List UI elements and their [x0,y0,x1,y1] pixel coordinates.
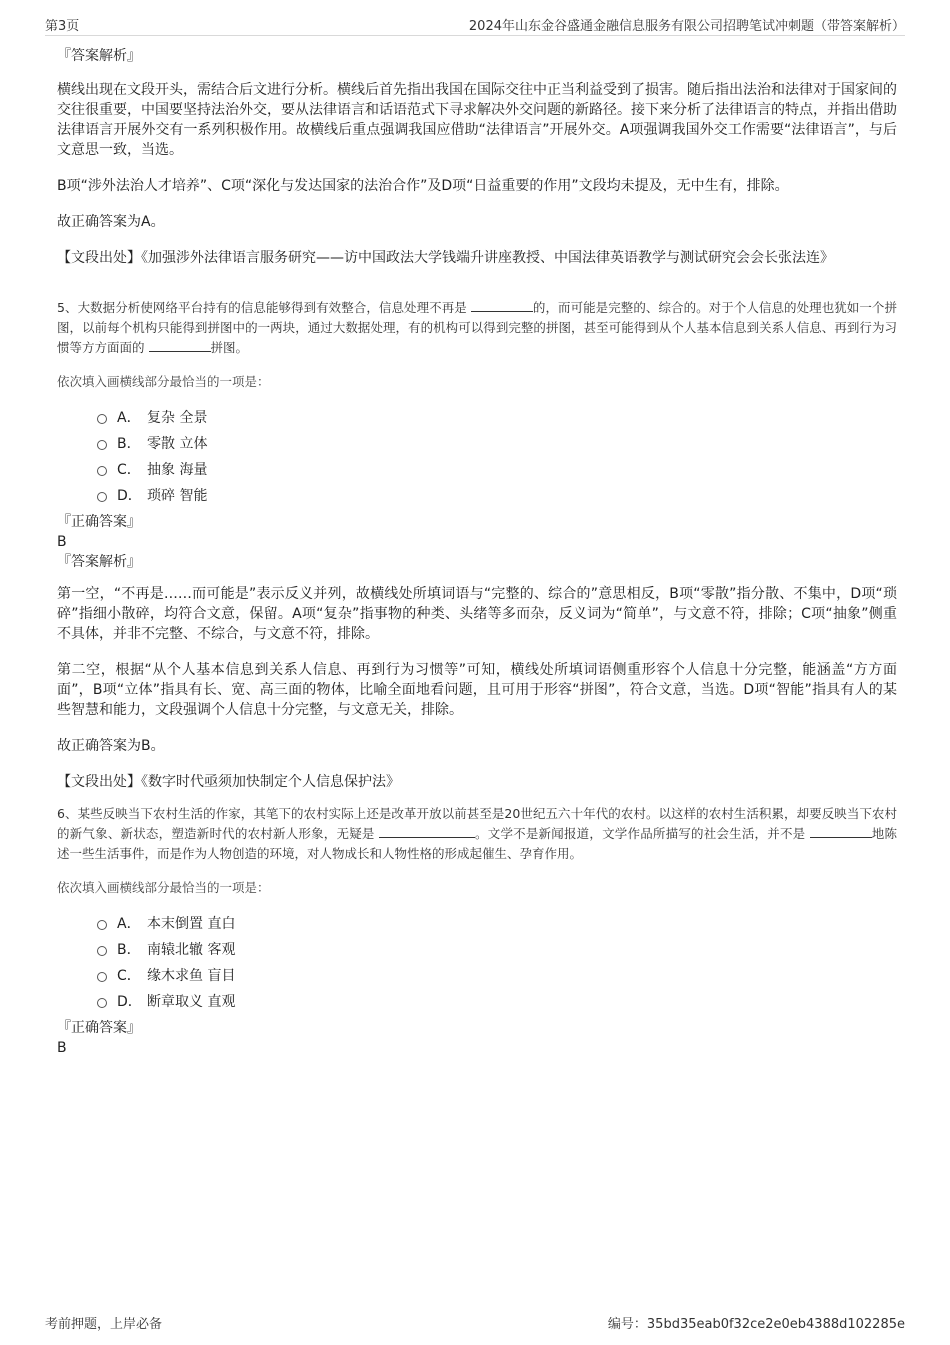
q6-stem [57,804,897,864]
q6-option-d[interactable] [57,988,897,1014]
option-text: 本末倒置 直白 [147,916,236,932]
q5-answer: B [57,534,67,550]
q5-analysis-paragraph-2: 第二空，根据“从个人基本信息到关系人信息、再到行为习惯等”可知，横线处所填词语侧重形容个人信息十分完整，能涵盖“方方面面”，B项“立体”指具有长、宽、高三面的物体，比喻全面地看问题，且可用于形容“拼图”，符合文意，当选。D项“智能”指具有人的某些智慧和能力，文段强调个人信息十分完整，与文意无关，排除。 [57,662,897,718]
q5-analysis-paragraph-1: 第一空，“不再是……而可能是”表示反义并列，故横线处所填词语与“完整的、综合的”意思相反，B项“零散”指分散、不集中，D项“琐碎”指细小散碎，均符合文意，保留。A项“复杂”指事物的种类、头绪等多而杂，反义词为“简单”，与文意不符，排除；C项“抽象”侧重不具体，并非不完整、不综合，与文意不符，排除。 [57,586,897,642]
q5-stem-part-2: 的，而可能是完整的、综合的。对于个人信息的处理也犹如一个拼图，以前每个机构只能得到拼图中的一两块，通过大数据处理，有的机构可以得到完整的拼图，甚至可能得到从个人基本信息到关系人信息、再到行为习惯等方方面面的 [57,300,897,355]
q4-analysis-paragraph-1: 横线出现在文段开头，需结合后文进行分析。横线后首先指出我国在国际交往中正当利益受到了损害。随后指出法治和法律对于国家间的交往很重要，中国要坚持法治外交，要从法律语言和话语范式下寻求解决外交问题的新路径。接下来分析了法律语言的特点，并指出借助法律语言开展外交有一系列积极作用。故横线后重点强调我国应借助“法律语言”开展外交。A项强调我国外交工作需要“法律语言”，与后文意思一致，当选。 [57,82,897,158]
option-text: 断章取义 直观 [147,994,236,1010]
q6-stem-part-1: 6、某些反映当下农村生活的作家，其笔下的农村实际上还是改革开放以前甚至是20世纪五六十年代的农村。以这样的农村生活积累，却要反映当下农村的新气象、新状态，塑造新时代的农村新人形象，无疑是 [57,806,897,841]
q5-conclusion: 故正确答案为B。 [57,738,165,754]
option-text: 复杂 全景 [147,410,208,426]
q5-stem [57,298,897,358]
radio-icon[interactable] [97,440,107,450]
option-letter: D． [117,488,142,504]
q5-options [57,404,897,508]
q6-option-c[interactable] [57,962,897,988]
option-letter: A． [117,410,141,426]
q5-option-c[interactable] [57,456,897,482]
q5-blank-2 [149,339,211,352]
page-header [45,13,905,36]
option-text: 南辕北辙 客观 [147,942,236,958]
q4-conclusion: 故正确答案为A。 [57,214,165,230]
option-letter: D． [117,994,142,1010]
q5-stem-part-3: 拼图。 [210,340,249,355]
radio-icon[interactable] [97,920,107,930]
q6-option-b[interactable] [57,936,897,962]
document-id: 编号：35bd35eab0f32ce2e0eb4388d102285e [607,1317,905,1332]
q5-answer-label: 『正确答案』 [57,514,141,530]
option-letter: C． [117,968,141,984]
q6-answer: B [57,1040,67,1056]
q6-option-a[interactable] [57,910,897,936]
q5-prompt: 依次填入画横线部分最恰当的一项是： [57,374,270,389]
option-letter: B． [117,942,141,958]
footer-slogan: 考前押题，上岸必备 [45,1317,163,1332]
option-letter: A． [117,916,141,932]
q5-source: 【文段出处】《数字时代亟须加快制定个人信息保护法》 [57,774,400,790]
radio-icon[interactable] [97,946,107,956]
option-text: 琐碎 智能 [147,488,208,504]
radio-icon[interactable] [97,972,107,982]
q4-analysis-paragraph-2: B项“涉外法治人才培养”、C项“深化与发达国家的法治合作”及D项“日益重要的作用”文段均未提及，无中生有，排除。 [57,178,789,194]
q5-option-b[interactable] [57,430,897,456]
radio-icon[interactable] [97,998,107,1008]
q5-analysis-label: 『答案解析』 [57,554,141,570]
q6-blank-2 [810,825,872,838]
radio-icon[interactable] [97,492,107,502]
q4-source: 【文段出处】《加强涉外法律语言服务研究——访中国政法大学钱端升讲座教授、中国法律英语教学与测试研究会会长张法连》 [57,250,834,266]
q6-stem-part-3: 地陈述一些生活事件，而是作为人物创造的环境，对人物成长和人物性格的形成起催生、孕育作用。 [57,826,897,861]
q5-stem-part-1: 5、大数据分析使网络平台持有的信息能够得到有效整合，信息处理不再是 [57,300,467,315]
q5-blank-1 [471,299,533,312]
q6-stem-part-2: 。文学不是新闻报道，文学作品所描写的社会生活，并不是 [474,826,806,841]
q6-prompt: 依次填入画横线部分最恰当的一项是： [57,880,270,895]
q6-blank-1 [379,825,475,838]
q6-options [57,910,897,1014]
option-letter: B． [117,436,141,452]
q4-analysis-label: 『答案解析』 [57,48,141,64]
page-number: 第3页 [45,19,80,34]
option-text: 缘木求鱼 盲目 [147,968,236,984]
page-content [57,46,897,1058]
option-letter: C． [117,462,141,478]
q5-option-a[interactable] [57,404,897,430]
q6-answer-label: 『正确答案』 [57,1020,141,1036]
document-title: 2024年山东金谷盛通金融信息服务有限公司招聘笔试冲刺题（带答案解析） [468,19,905,34]
option-text: 抽象 海量 [147,462,208,478]
radio-icon[interactable] [97,414,107,424]
option-text: 零散 立体 [147,436,208,452]
q5-option-d[interactable] [57,482,897,508]
radio-icon[interactable] [97,466,107,476]
